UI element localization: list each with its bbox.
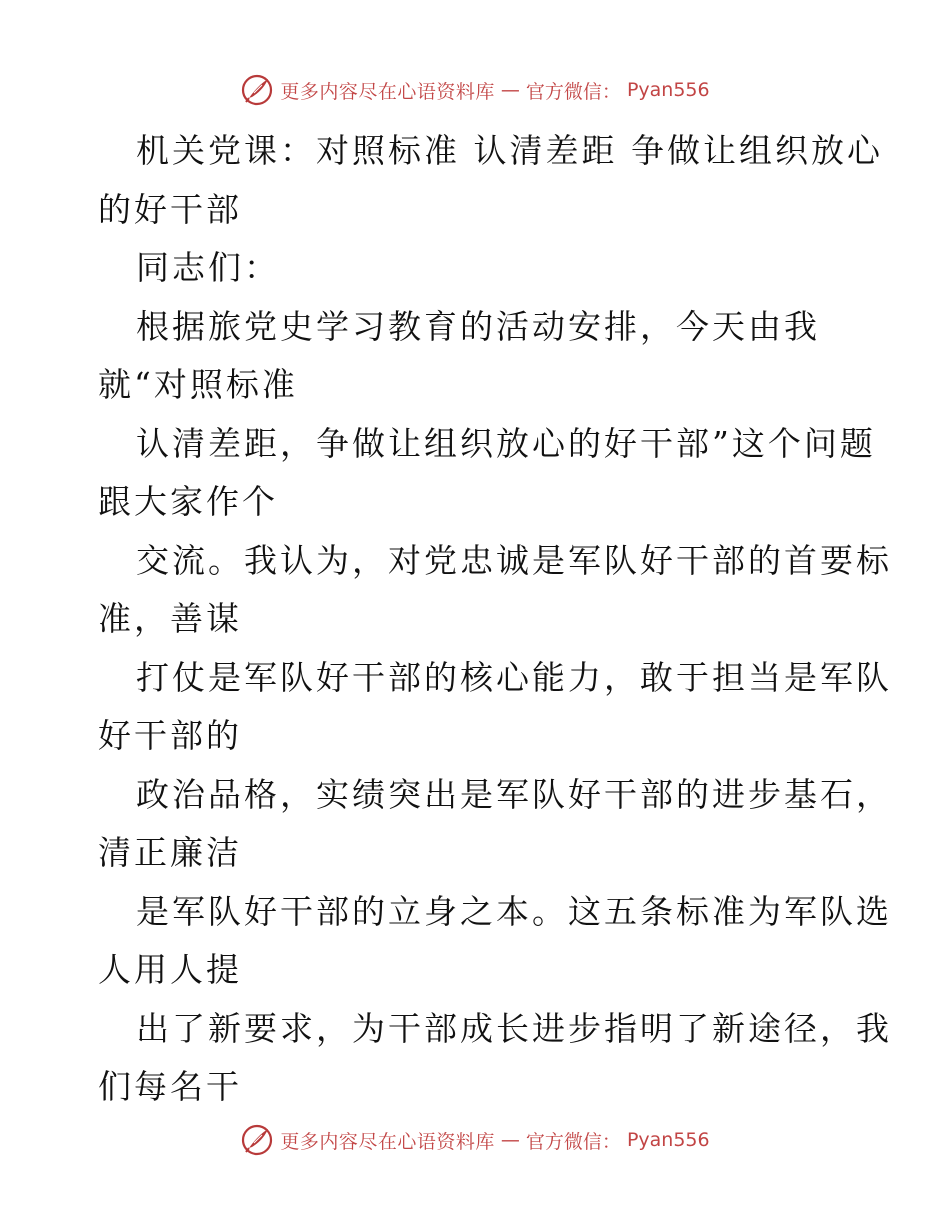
watermark-wechat-id: Pyan556: [626, 1129, 710, 1151]
body-line: 出了新要求，为干部成长进步指明了新途径，我: [136, 1008, 892, 1048]
watermark-wechat-label: 官方微信：: [525, 1130, 621, 1153]
quill-logo-icon: [240, 1123, 274, 1157]
body-line: 打仗是军队好干部的核心能力，敢于担当是军队: [136, 657, 892, 697]
watermark-text: 更多内容尽在心语资料库: [280, 80, 495, 103]
body-line: 好干部的: [98, 716, 242, 755]
salutation: 同志们：: [136, 248, 280, 287]
watermark-wechat-id: Pyan556: [626, 79, 710, 101]
body-line: 准，善谋: [98, 599, 242, 638]
watermark-separator: —: [500, 79, 520, 101]
watermark-wechat-label: 官方微信：: [525, 80, 621, 103]
document-body: [98, 122, 892, 1117]
body-line: 们每名干: [98, 1067, 242, 1106]
body-line: 就“对照标准: [98, 365, 298, 404]
body-line: 人用人提: [98, 950, 242, 989]
quill-logo-icon: [240, 73, 274, 107]
body-line: 交流。我认为，对党忠诚是军队好干部的首要标: [136, 540, 892, 580]
document-title-line-2: 的好干部: [98, 189, 242, 229]
watermark-text: 更多内容尽在心语资料库: [280, 1130, 495, 1153]
footer-watermark: [0, 1120, 950, 1160]
body-line: 清正廉洁: [98, 833, 242, 872]
body-line: 跟大家作个: [98, 482, 278, 521]
body-line: 认清差距，争做让组织放心的好干部”这个问题: [136, 423, 876, 463]
body-line: 政治品格，实绩突出是军队好干部的进步基石，: [136, 774, 892, 814]
body-line: 是军队好干部的立身之本。这五条标准为军队选: [136, 891, 892, 931]
header-watermark: [0, 70, 950, 110]
body-line: 根据旅党史学习教育的活动安排，今天由我: [136, 306, 820, 346]
document-title-line-1: 机关党课：对照标准 认清差距 争做让组织放心: [136, 131, 883, 170]
watermark-separator: —: [500, 1129, 520, 1151]
